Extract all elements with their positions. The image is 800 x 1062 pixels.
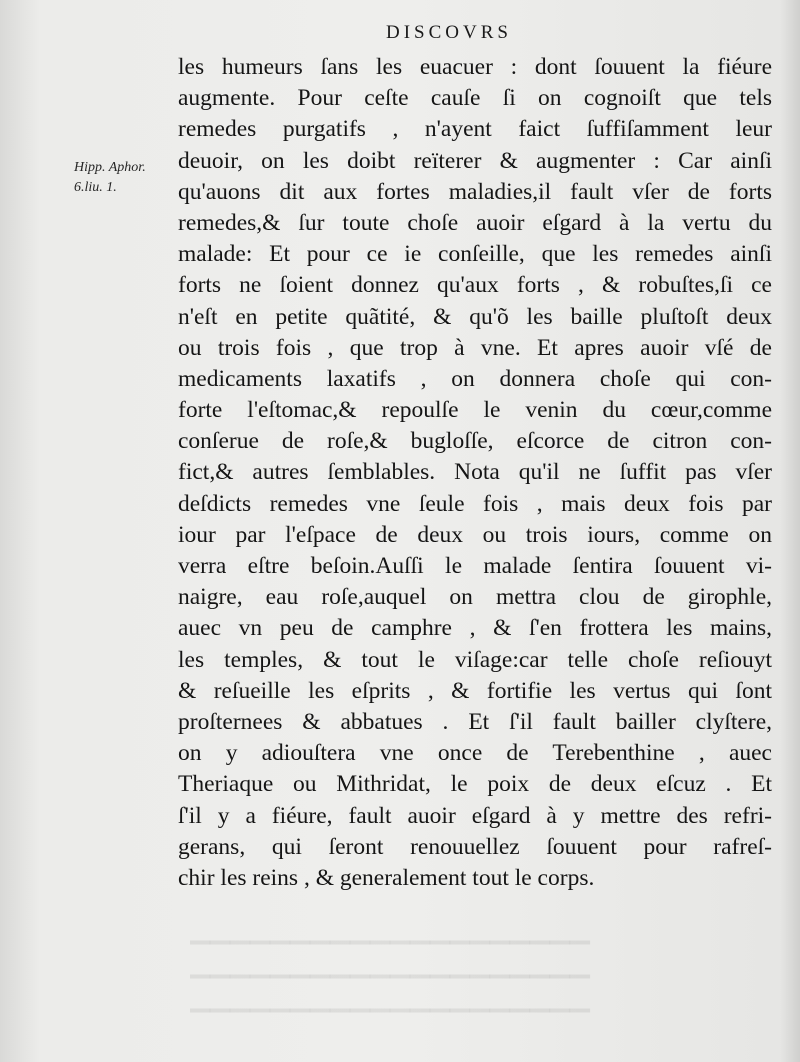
text-line: malade: Et pour ce ie conſeille, que les remedes ainſi [178, 241, 772, 268]
body-text [178, 52, 772, 894]
text-line: deuoir, on les doibt reïterer & augmenter : Car ainſi [178, 147, 772, 174]
text-line: medicaments laxatifs , on donnera choſe qui con- [178, 365, 772, 392]
text-line: les humeurs ſans les euacuer : dont ſouuent la fiéure [178, 54, 772, 80]
text-line: chir les reins , & generalement tout le corps. [178, 864, 595, 891]
text-line: deſdicts remedes vne ſeule fois , mais deux fois par [178, 490, 772, 517]
text-line: naigre, eau roſe,auquel on mettra clou de girophle, [178, 584, 772, 611]
text-line: & reſueille les eſprits , & fortifie les vertus qui ſont [178, 677, 772, 704]
text-line: forte l'eſtomac,& repoulſe le venin du cœur,comme [178, 397, 772, 424]
text-line: conſerue de roſe,& bugloſſe, eſcorce de citron con- [178, 428, 772, 455]
text-line: on y adiouſtera vne once de Terebenthine , auec [178, 740, 772, 767]
text-line: qu'auons dit aux fortes maladies,il fault vſer de forts [178, 178, 772, 205]
text-line: auec vn peu de camphre , & ſ'en frottera les mains, [178, 615, 772, 642]
margin-note-line: Hipp. Aphor. [74, 160, 146, 175]
text-line: fict,& autres ſemblables. Nota qu'il ne ſuffit pas vſer [178, 459, 772, 486]
text-line: remedes purgatifs , n'ayent faict ſuffiſamment leur [178, 116, 772, 143]
text-line: augmente. Pour ceſte cauſe ſi on cognoiſt que tels [178, 85, 772, 112]
text-line: ſ'il y a fiéure, fault auoir eſgard à y mettre des refri- [178, 802, 772, 829]
text-line: ou trois fois , que trop à vne. Et apres auoir vſé de [178, 334, 772, 361]
margin-note [74, 158, 174, 198]
text-line: forts ne ſoient donnez qu'aux forts , & robuſtes,ſi ce [178, 272, 772, 299]
text-line: Theriaque ou Mithridat, le poix de deux eſcuz . Et [178, 771, 772, 798]
margin-note-line: 6.liu. 1. [74, 180, 117, 195]
text-line: les temples, & tout le viſage:car telle choſe reſiouyt [178, 646, 772, 673]
text-line: verra eſtre beſoin.Auſſi le malade ſentira ſouuent vi- [178, 553, 772, 579]
text-line: remedes,& ſur toute choſe auoir eſgard à la vertu du [178, 209, 772, 236]
text-line: iour par l'eſpace de deux ou trois iours, comme on [178, 521, 772, 548]
running-head: DISCOVRS [386, 22, 512, 43]
text-line: n'eſt en petite quãtité, & qu'õ les baille pluſtoſt deux [178, 303, 772, 330]
bleed-through-texture: ▔▔▔▔▔▔▔▔▔▔▔▔▔▔▔▔▔▔▔▔ ▔▔▔▔▔▔▔▔▔▔▔▔▔▔▔▔▔▔▔▔ ▔▔▔▔▔▔▔▔▔▔▔▔▔▔▔▔▔▔▔▔ [190, 942, 590, 1039]
text-line: gerans, qui ſeront renouuellez ſouuent pour rafreſ- [178, 833, 772, 860]
text-line: proſternees & abbatues . Et ſ'il fault bailler clyſtere, [178, 708, 772, 735]
